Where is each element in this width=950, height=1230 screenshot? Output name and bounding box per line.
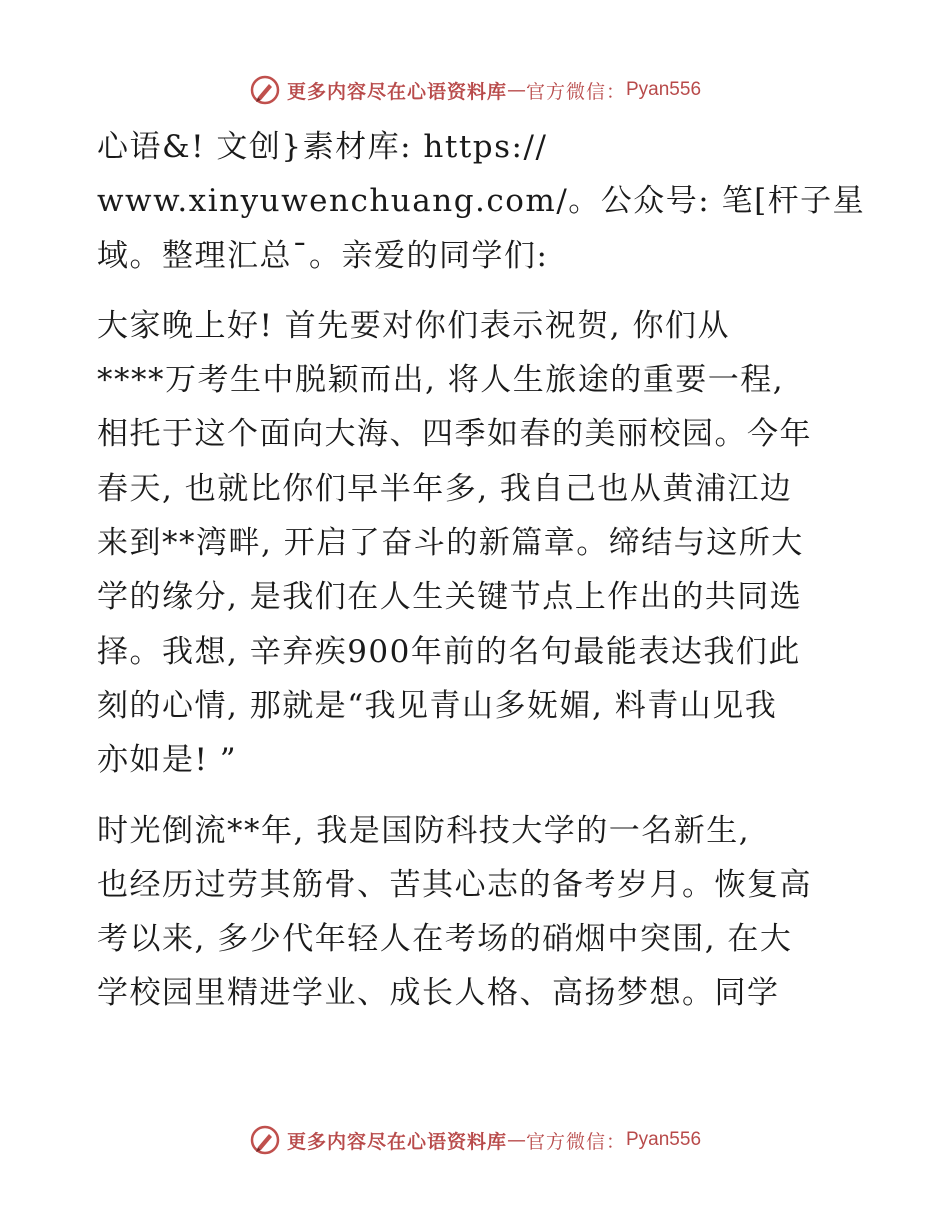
text-line: 考以来, 多少代年轻人在考场的硝烟中突围, 在大 xyxy=(97,921,793,958)
text-line: 择。我想, 辛弃疾900年前的名句最能表达我们此 xyxy=(97,633,801,670)
banner-wechat-id: Pyan556 xyxy=(626,1129,702,1150)
banner-wechat-id: Pyan556 xyxy=(626,79,702,100)
banner-dash: — xyxy=(506,79,526,101)
banner-dash: — xyxy=(506,1129,526,1151)
pen-logo-icon xyxy=(249,74,281,106)
text-line: 来到**湾畔, 开启了奋斗的新篇章。缔结与这所大 xyxy=(97,525,804,562)
paragraph-greeting xyxy=(97,299,857,788)
footer-banner xyxy=(0,1120,950,1160)
text-line: 心语&! 文创}素材库: https:// xyxy=(97,129,548,165)
banner-text: 更多内容尽在心语资料库 xyxy=(286,80,507,103)
text-line: www.xinyuwenchuang.com/。公众号: 笔[杆子星 xyxy=(97,183,866,220)
paragraph-recollection xyxy=(97,804,857,1021)
text-line: 春天, 也就比你们早半年多, 我自己也从黄浦江边 xyxy=(97,470,793,507)
paragraph-intro xyxy=(97,120,866,283)
pen-logo-icon xyxy=(249,1124,281,1156)
text-line: 相托于这个面向大海、四季如春的美丽校园。今年 xyxy=(97,416,812,453)
text-line: 大家晚上好! 首先要对你们表示祝贺, 你们从 xyxy=(97,307,731,344)
text-line: 学的缘分, 是我们在人生关键节点上作出的共同选 xyxy=(97,579,803,616)
banner-text: 更多内容尽在心语资料库 xyxy=(286,1130,507,1153)
text-line: ****万考生中脱颖而出, 将人生旅途的重要一程, xyxy=(97,362,785,399)
text-line: 学校园里精进学业、成长人格、高扬梦想。同学 xyxy=(97,975,780,1012)
text-line: 时光倒流**年, 我是国防科技大学的一名新生, xyxy=(97,812,751,849)
banner-wechat-label: 官方微信： xyxy=(525,80,626,103)
text-line: 域。整理汇总¯。亲爱的同学们: xyxy=(97,237,549,274)
text-line: 也经历过劳其筋骨、苦其心志的备考岁月。恢复高 xyxy=(97,866,812,903)
document-body xyxy=(97,120,866,1021)
text-line: 刻的心情, 那就是“我见青山多妩媚, 料青山见我 xyxy=(97,687,778,724)
text-line: 亦如是! ” xyxy=(97,742,238,779)
header-banner xyxy=(0,70,950,110)
banner-wechat-label: 官方微信： xyxy=(525,1130,626,1153)
